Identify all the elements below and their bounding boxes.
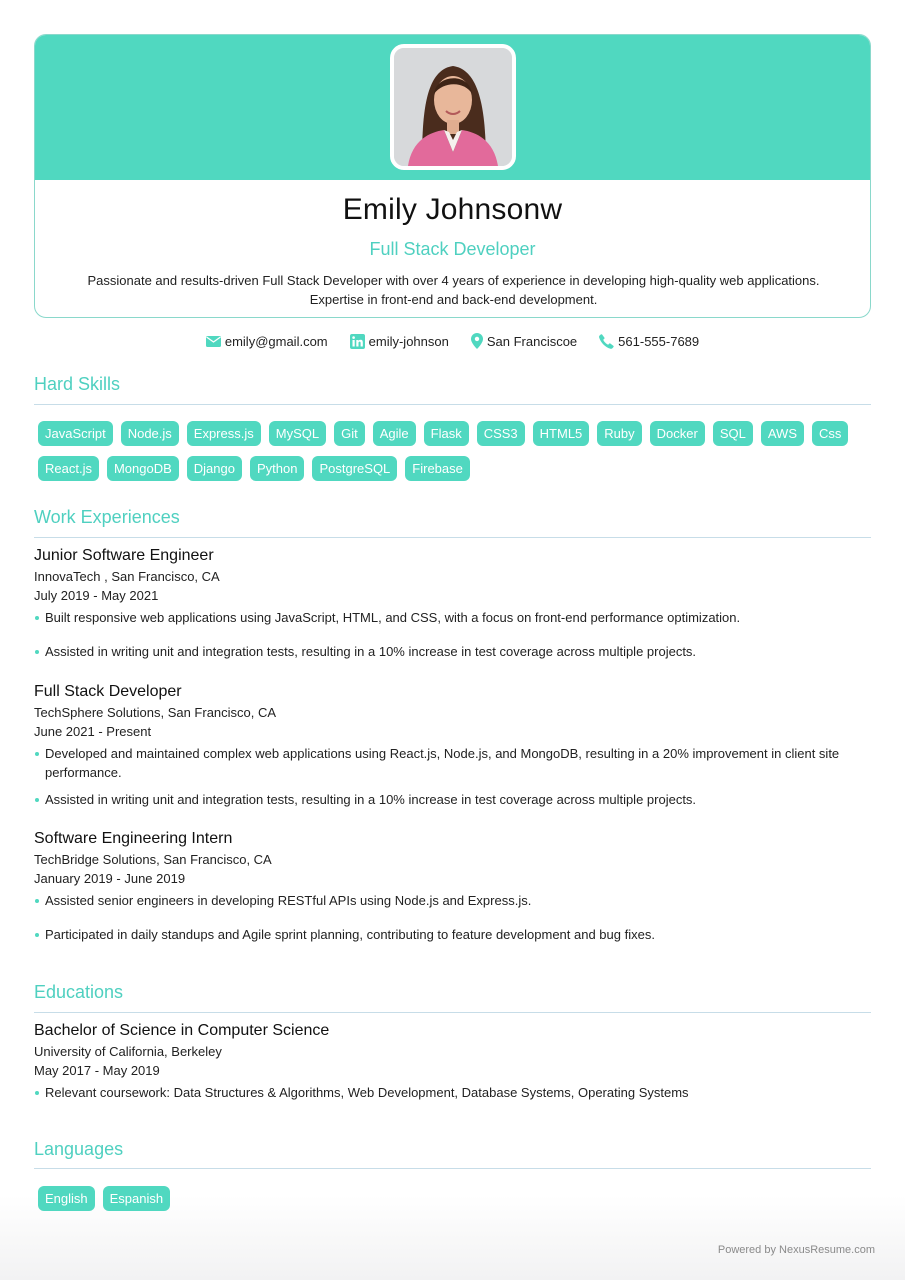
language-chip: English xyxy=(38,1186,95,1211)
job-bullets xyxy=(34,891,871,944)
job-entry-1 xyxy=(34,545,871,661)
linkedin-icon xyxy=(350,334,365,349)
hard-skills-heading: Hard Skills xyxy=(34,374,121,394)
job-company: TechSphere Solutions, San Francisco, CA xyxy=(34,705,277,720)
skill-chip: Agile xyxy=(373,421,416,446)
envelope-icon xyxy=(206,336,221,347)
job-company: InnovaTech , San Francisco, CA xyxy=(34,569,220,584)
footer-label: Powered by xyxy=(717,1244,776,1256)
education-school: University of California, Berkeley xyxy=(34,1044,222,1059)
skill-chip: MySQL xyxy=(269,421,326,446)
contact-email-text: emily@gmail.com xyxy=(224,333,328,349)
job-company: TechBridge Solutions, San Francisco, CA xyxy=(34,852,272,867)
job-title: Full Stack Developer xyxy=(34,683,182,700)
education-entry xyxy=(34,1020,871,1102)
job-bullets xyxy=(34,744,871,809)
footer xyxy=(718,1244,875,1256)
contact-location-text: San Franciscoe xyxy=(486,333,578,349)
job-bullet: Built responsive web applications using JavaScript, HTML, and CSS, with a focus on front-end performance optimization. xyxy=(34,608,864,627)
profile-photo xyxy=(390,44,516,170)
map-pin-icon xyxy=(471,333,483,349)
job-dates: July 2019 - May 2021 xyxy=(34,588,159,603)
languages-divider xyxy=(34,1168,871,1169)
education-bullet: Relevant coursework: Data Structures & Algorithms, Web Development, Database Systems, Operating Systems xyxy=(34,1083,864,1102)
job-entry-2 xyxy=(34,681,871,809)
job-bullet: Assisted in writing unit and integration tests, resulting in a 10% increase in test coverage across multiple projects. xyxy=(34,642,864,661)
phone-icon xyxy=(599,334,614,349)
education-divider xyxy=(34,1012,871,1013)
languages-list xyxy=(38,1186,878,1211)
skill-chip: Django xyxy=(187,456,242,481)
skill-chip: Docker xyxy=(650,421,705,446)
job-bullet: Participated in daily standups and Agile sprint planning, contributing to feature development and bug fixes. xyxy=(34,925,864,944)
job-entry-3 xyxy=(34,828,871,944)
skill-chip: Git xyxy=(334,421,365,446)
skills-list xyxy=(38,421,878,481)
skill-chip: Ruby xyxy=(597,421,641,446)
job-dates: June 2021 - Present xyxy=(34,724,152,739)
contact-email[interactable] xyxy=(206,334,328,349)
candidate-title: Full Stack Developer xyxy=(369,239,536,259)
contact-phone-text: 561-555-7689 xyxy=(618,333,700,349)
work-heading: Work Experiences xyxy=(34,507,180,527)
education-heading: Educations xyxy=(34,982,124,1002)
job-bullet: Developed and maintained complex web applications using React.js, Node.js, and MongoDB, resulting in a 20% improvement in client site performance. xyxy=(34,744,864,782)
profile-photo-illustration xyxy=(394,48,512,166)
skill-chip: Firebase xyxy=(405,456,470,481)
skill-chip: HTML5 xyxy=(533,421,590,446)
hard-skills-divider xyxy=(34,404,871,405)
job-bullet: Assisted senior engineers in developing RESTful APIs using Node.js and Express.js. xyxy=(34,891,864,910)
skill-chip: PostgreSQL xyxy=(312,456,397,481)
job-bullets xyxy=(34,608,871,661)
contact-linkedin-text: emily-johnson xyxy=(368,333,449,349)
skill-chip: SQL xyxy=(713,421,753,446)
job-title: Software Engineering Intern xyxy=(34,830,233,847)
footer-brand-link[interactable]: NexusResume.com xyxy=(779,1244,875,1256)
contact-linkedin[interactable] xyxy=(350,334,449,349)
education-dates: May 2017 - May 2019 xyxy=(34,1063,160,1078)
job-dates: January 2019 - June 2019 xyxy=(34,871,186,886)
skill-chip: Flask xyxy=(424,421,469,446)
education-degree: Bachelor of Science in Computer Science xyxy=(34,1022,330,1039)
skill-chip: MongoDB xyxy=(107,456,179,481)
skill-chip: Css xyxy=(812,421,848,446)
education-bullets xyxy=(34,1083,871,1102)
skill-chip: AWS xyxy=(761,421,804,446)
work-divider xyxy=(34,537,871,538)
language-chip: Espanish xyxy=(103,1186,170,1211)
header-card xyxy=(34,34,871,318)
languages-heading: Languages xyxy=(34,1139,124,1159)
contact-bar xyxy=(0,331,905,351)
profile-summary: Passionate and results-driven Full Stack Developer with over 4 years of experience in developing high-quality web applications. Expertise in front-end and back-end development. xyxy=(87,273,820,307)
skill-chip: CSS3 xyxy=(477,421,525,446)
skill-chip: Express.js xyxy=(187,421,261,446)
contact-phone[interactable] xyxy=(599,334,699,349)
contact-location xyxy=(471,333,577,349)
skill-chip: Node.js xyxy=(121,421,179,446)
skill-chip: React.js xyxy=(38,456,99,481)
job-title: Junior Software Engineer xyxy=(34,547,214,564)
skill-chip: Python xyxy=(250,456,304,481)
job-bullet: Assisted in writing unit and integration tests, resulting in a 10% increase in test coverage across multiple projects. xyxy=(34,790,864,809)
skill-chip: JavaScript xyxy=(38,421,113,446)
candidate-name: Emily Johnsonw xyxy=(342,193,563,226)
